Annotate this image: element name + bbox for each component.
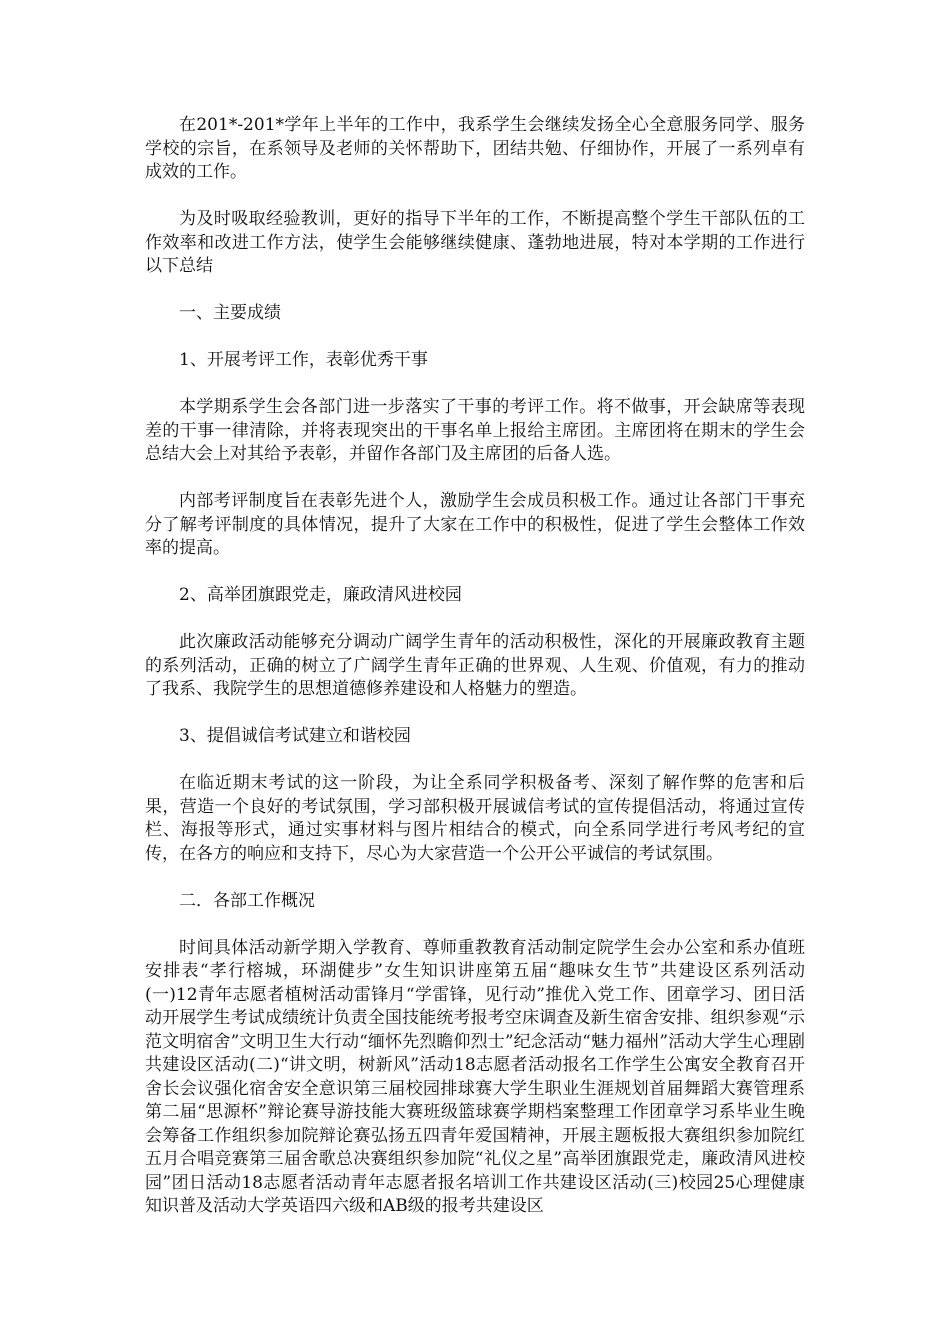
purpose-paragraph: 为及时吸取经验教训，更好的指导下半年的工作，不断提高整个学生干部队伍的工作效率和改进工作方法，使学生会能够继续健康、蓬勃地进展，特对本学期的工作进行以下总结: [145, 209, 805, 276]
document-body: [145, 114, 805, 1219]
intro-paragraph: 在201*-201*学年上半年的工作中，我系学生会继续发扬全心全意服务同学、服务学校的宗旨，在系领导及老师的关怀帮助下，团结共勉、仔细协作，开展了一系列卓有成效的工作。: [145, 115, 805, 182]
honest-exam-paragraph: 在临近期末考试的这一阶段，为让全系同学积极备考、深刻了解作弊的危害和后果，营造一个良好的考试氛围，学习部积极开展诚信考试的宣传提倡活动，将通过宣传栏、海报等形式，通过实事材料与图片相结合的模式，向全系同学进行考风考纪的宣传，在各方的响应和支持下，尽心为大家营造一个公开公平诚信的考试氛围。: [145, 773, 805, 864]
section-heading-achievements: 一、主要成绩: [179, 303, 281, 323]
subheading-honest-exam: 3、提倡诚信考试建立和谐校园: [179, 726, 411, 746]
subheading-evaluation: 1、开展考评工作，表彰优秀干事: [179, 350, 428, 370]
activities-paragraph: 时间具体活动新学期入学教育、尊师重教教育活动制定院学生会办公室和系办值班安排表“孝行榕城，环湖健步”女生知识讲座第五届“趣味女生节”共建设区系列活动(一)12青年志愿者植树活动雷锋月“学雷锋，见行动”推优入党工作、团章学习、团日活动开展学生考试成绩统计负责全国技能统考报考空床调查及新生宿舍安排、组织参观“示范文明宿舍”文明卫生大行动“缅怀先烈瞻仰烈士”纪念活动“魅力福州”活动大学生心理剧共建设区活动(二)“讲文明，树新风”活动18志愿者活动报名工作学生公寓安全教育召开舍长会议强化宿舍安全意识第三届校园排球赛大学生职业生涯规划首届舞蹈大赛管理系第二届“思源杯”辩论赛导游技能大赛班级篮球赛学期档案整理工作团章学习系毕业生晚会筹备工作组织参加院辩论赛弘扬五四青年爱国精神，开展主题板报大赛组织参加院红五月合唱竞赛第三届舍歌总决赛组织参加院“礼仪之星”高举团旗跟党走，廉政清风进校园”团日活动18志愿者活动青年志愿者报名培训工作共建设区活动(三)校园25心理健康知识普及活动大学英语四六级和AB级的报考共建设区: [145, 937, 805, 1216]
subheading-integrity: 2、高举团旗跟党走，廉政清风进校园: [179, 585, 462, 605]
section-heading-departments: 二．各部工作概况: [179, 890, 315, 911]
evaluation-system-paragraph: 内部考评制度旨在表彰先进个人，激励学生会成员积极工作。通过让各部门干事充分了解考评制度的具体情况，提升了大家在工作中的积极性，促进了学生会整体工作效率的提高。: [145, 491, 805, 558]
evaluation-paragraph: 本学期系学生会各部门进一步落实了干事的考评工作。将不做事，开会缺席等表现差的干事一律清除，并将表现突出的干事名单上报给主席团。主席团将在期末的学生会总结大会上对其给予表彰，并留作各部门及主席团的后备人选。: [145, 397, 805, 464]
integrity-paragraph: 此次廉政活动能够充分调动广阔学生青年的活动积极性，深化的开展廉政教育主题的系列活动，正确的树立了广阔学生青年正确的世界观、人生观、价值观，有力的推动了我系、我院学生的思想道德修养建设和人格魅力的塑造。: [145, 632, 805, 699]
